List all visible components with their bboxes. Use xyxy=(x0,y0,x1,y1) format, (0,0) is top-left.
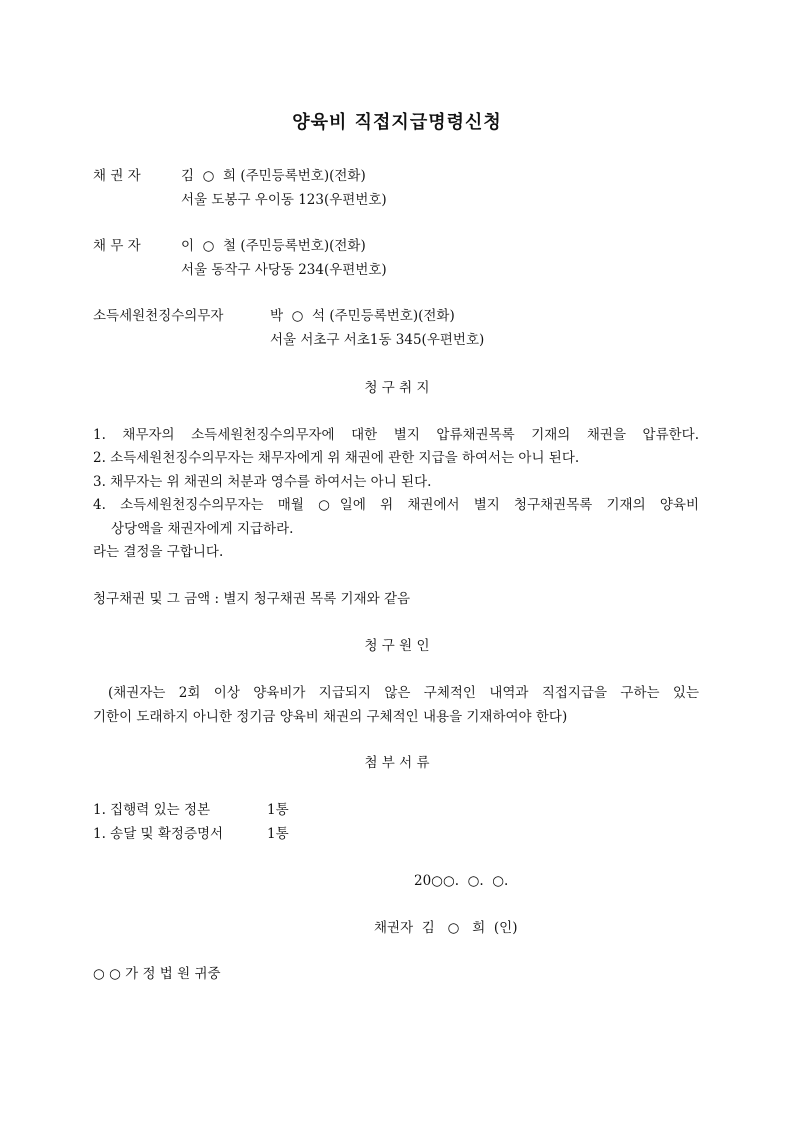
creditor-signature: 채권자 김 ○ 희 (인) xyxy=(374,920,518,936)
court-addressee: ○ ○ 가 정 법 원 귀중 xyxy=(93,966,221,982)
claim-purpose-item-2: 2. 소득세원천징수의무자는 채무자에게 위 채권에 관한 지급을 하여서는 아니 된다. xyxy=(93,450,580,466)
attachment-2-name: 1. 송달 및 확정증명서 xyxy=(93,826,224,842)
claim-purpose-item-3: 3. 채무자는 위 채권의 처분과 영수를 하여서는 아니 된다. xyxy=(93,474,432,490)
debtor-address: 서울 동작구 사당동 234(우편번호) xyxy=(181,262,387,278)
claim-cause-heading: 청 구 원 인 xyxy=(364,638,430,654)
claim-purpose-item-4: 4. 소득세원천징수의무자는 매월 ○일에 위 채권에서 별지 청구채권목록 기재의 양육비 xyxy=(93,497,699,513)
document-title: 양육비 직접지급명령신청 xyxy=(292,112,502,133)
attachment-1-count: 1통 xyxy=(267,802,289,818)
claim-purpose-closing: 라는 결정을 구합니다. xyxy=(93,544,224,560)
debtor-name-line: 이 ○ 철 (주민등록번호)(전화) xyxy=(181,238,366,254)
claim-amount: 청구채권 및 그 금액 : 별지 청구채권 목록 기재와 같음 xyxy=(93,591,411,607)
claim-cause-line-1: (채권자는 2회 이상 양육비가 지급되지 않은 구체적인 내역과 직접지급을 구하는 있는 xyxy=(108,685,699,701)
withholder-label: 소득세원천징수의무자 xyxy=(93,308,224,324)
creditor-label: 채 권 자 xyxy=(93,168,141,184)
creditor-address: 서울 도봉구 우이동 123(우편번호) xyxy=(181,192,387,208)
withholder-address: 서울 서초구 서초1동 345(우편번호) xyxy=(270,332,485,348)
attachments-heading: 첨 부 서 류 xyxy=(364,755,430,771)
claim-purpose-item-1: 1. 채무자의 소득세원천징수의무자에 대한 별지 압류채권목록 기재의 채권을 압류한다. xyxy=(93,427,699,443)
claim-purpose-heading: 청 구 취 지 xyxy=(364,380,430,396)
creditor-name-line: 김 ○ 희 (주민등록번호)(전화) xyxy=(181,168,366,184)
debtor-label: 채 무 자 xyxy=(93,238,141,254)
attachment-1-name: 1. 집행력 있는 정본 xyxy=(93,802,211,818)
filing-date: 20○○. ○. ○. xyxy=(414,873,509,889)
withholder-name-line: 박 ○ 석 (주민등록번호)(전화) xyxy=(270,308,455,324)
claim-purpose-item-4-cont: 상당액을 채권자에게 지급하라. xyxy=(111,521,294,537)
attachment-2-count: 1통 xyxy=(267,826,289,842)
claim-cause-line-2: 기한이 도래하지 아니한 정기금 양육비 채권의 구체적인 내용을 기재하여야 한다) xyxy=(93,709,568,725)
